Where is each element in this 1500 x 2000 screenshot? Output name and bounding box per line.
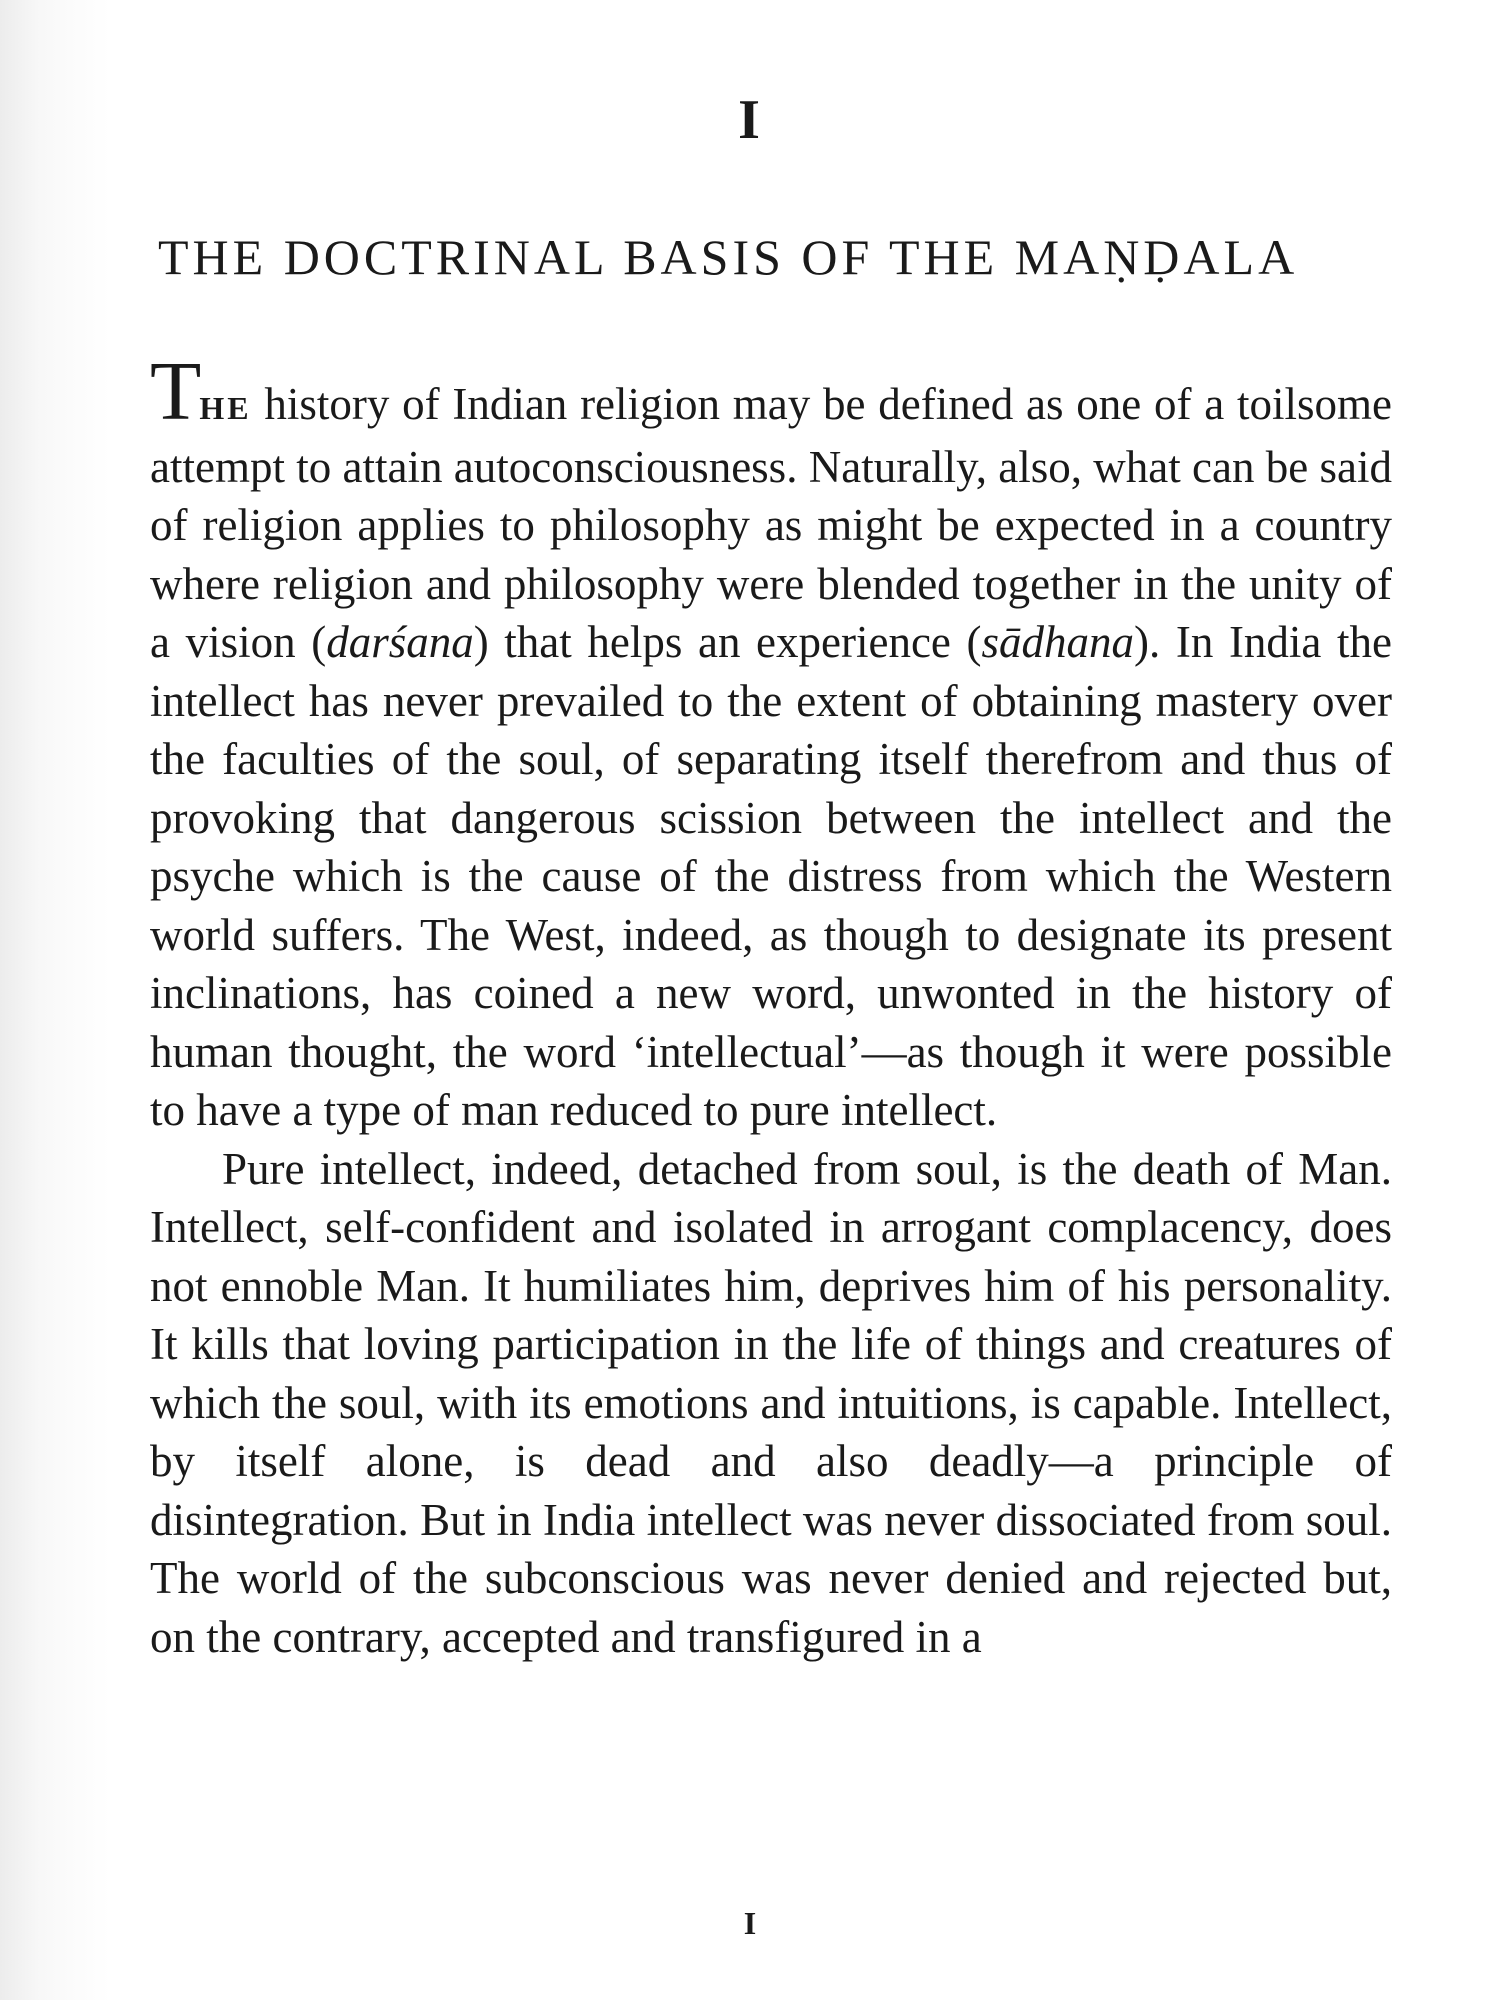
page-number: I bbox=[743, 1905, 757, 1941]
paragraph-1-text-a: history of Indian religion may be defined as one of a toilsome attempt to attain autoconsciousness. Naturally, also, what can be said of religion applies to philosophy as might be expected in a country where religion and philosophy were blended together in the unity of a vision ( bbox=[150, 379, 1392, 667]
term-darsana: darśana bbox=[326, 617, 474, 667]
body-text bbox=[150, 345, 1392, 1666]
chapter-title: THE DOCTRINAL BASIS OF THE MAṆḌALA bbox=[158, 229, 1299, 285]
paragraph-2: Pure intellect, indeed, detached from soul, is the death of Man. Intellect, self-confident and isolated in arrogant complacency, does not ennoble Man. It humiliates him, deprives him of his personality. It kills that loving participation in the life of things and creatures of which the soul, with its emotions and intuitions, is capable. Intellect, by itself alone, is dead and also deadly—a principle of disintegration. But in India intellect was never dissociated from soul. The world of the subconscious was never denied and rejected but, on the contrary, accepted and transfigured in a bbox=[150, 1143, 1392, 1662]
chapter-number: I bbox=[738, 89, 762, 151]
paragraph-1 bbox=[150, 345, 1392, 1140]
drop-cap: T bbox=[150, 345, 200, 438]
paragraph-1-text-b: ) that helps an experience ( bbox=[473, 617, 982, 667]
paragraph-1-text-c: ). In India the intellect has never prevailed to the extent of obtaining mastery over the faculties of the soul, of separating itself therefrom and thus of provoking that dangerous scission between the intellect and the psyche which is the cause of the distress from which the Western world suffers. The West, indeed, as though to designate its present inclinations, has coined a new word, unwonted in the history of human thought, the word ‘intellectual’—as though it were possible to have a type of man reduced to pure intellect. bbox=[150, 617, 1392, 1135]
term-sadhana: sādhana bbox=[981, 617, 1135, 667]
small-caps-opening: HE bbox=[199, 390, 252, 426]
